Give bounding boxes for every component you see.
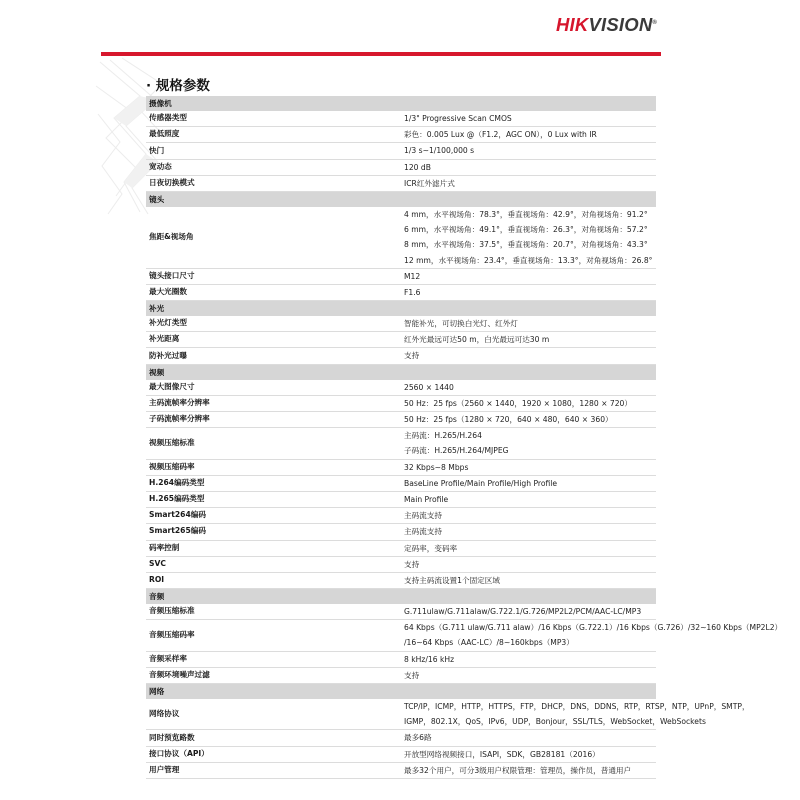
spec-value: [401, 604, 656, 620]
spec-key: 快门: [146, 143, 401, 159]
spec-value-line: G.711ulaw/G.711alaw/G.722.1/G.726/MP2L2/PCM/AAC-LC/MP3: [404, 607, 642, 617]
spec-value-line: 120 dB: [404, 162, 431, 172]
spec-key: 网络协议: [146, 699, 401, 730]
spec-key: 最大图像尺寸: [146, 380, 401, 396]
spec-key: 最大光圈数: [146, 284, 401, 300]
spec-value: [401, 412, 656, 428]
spec-value-line: 智能补光，可切换白光灯、红外灯: [404, 319, 518, 329]
spec-row: [146, 332, 656, 348]
spec-key: SVC: [146, 556, 401, 572]
spec-value-line: BaseLine Profile/Main Profile/High Profile: [404, 478, 558, 488]
spec-value-line: F1.6: [404, 287, 421, 297]
spec-row: [146, 143, 656, 159]
spec-value: [401, 540, 656, 556]
hikvision-logo: [556, 14, 657, 36]
spec-value: [401, 459, 656, 475]
spec-key: 音频压缩标准: [146, 604, 401, 620]
spec-row: [146, 127, 656, 143]
spec-value-line: 最多6路: [404, 733, 432, 743]
spec-value-line: 6 mm，水平视场角：49.1°，垂直视场角：26.3°，对角视场角：57.2°: [404, 225, 648, 235]
spec-value-line: 2560 × 1440: [404, 382, 454, 392]
spec-key: 补光距离: [146, 332, 401, 348]
spec-value: [401, 395, 656, 411]
category-row: [146, 684, 656, 700]
spec-row: [146, 620, 656, 651]
spec-row: [146, 284, 656, 300]
spec-value: [401, 651, 656, 667]
category-row: [146, 364, 656, 380]
spec-key: H.265编码类型: [146, 491, 401, 507]
spec-value-line: 支持主码流设置1个固定区域: [404, 575, 500, 585]
logo-red-text: HIK: [556, 14, 589, 35]
spec-value: [401, 746, 656, 762]
spec-key: 宽动态: [146, 159, 401, 175]
spec-value: [401, 475, 656, 491]
spec-value: [401, 316, 656, 332]
spec-key: 同时预览路数: [146, 730, 401, 746]
spec-row: [146, 111, 656, 127]
spec-row: [146, 412, 656, 428]
spec-value-line: 32 Kbps~8 Mbps: [404, 462, 469, 472]
spec-value-line: 50 Hz：25 fps（1280 × 720，640 × 480，640 × 360）: [404, 415, 613, 424]
spec-row: [146, 730, 656, 746]
spec-value-line: 1/3" Progressive Scan CMOS: [404, 114, 512, 123]
spec-value-line: 子码流：H.265/H.264/MJPEG: [404, 446, 509, 456]
spec-table: [146, 96, 783, 779]
spec-row: [146, 604, 656, 620]
spec-row: [146, 428, 656, 459]
category-label: 镜头: [146, 191, 656, 207]
spec-value-line: 主码流支持: [404, 511, 442, 521]
spec-key: ROI: [146, 572, 401, 588]
spec-key: 用户管理: [146, 762, 401, 778]
spec-value: [401, 572, 656, 588]
spec-key: 焦距&视场角: [146, 207, 401, 268]
spec-key: 镜头接口尺寸: [146, 268, 401, 284]
spec-value-line: 支持: [404, 559, 420, 569]
spec-row: [146, 316, 656, 332]
spec-row: [146, 699, 656, 730]
spec-value-line: 红外光最远可达50 m，白光最远可达30 m: [404, 335, 550, 345]
spec-row: [146, 395, 656, 411]
spec-key: 日夜切换模式: [146, 175, 401, 191]
spec-value-line: /16~64 Kbps（AAC-LC）/8~160kbps（MP3）: [404, 638, 574, 648]
category-row: [146, 96, 656, 111]
spec-value: [401, 730, 656, 746]
spec-key: 码率控制: [146, 540, 401, 556]
spec-value-line: Main Profile: [404, 494, 449, 504]
spec-key: 传感器类型: [146, 111, 401, 127]
spec-row: [146, 762, 656, 778]
logo-grey-text: VISION: [588, 14, 653, 35]
category-label: 补光: [146, 301, 656, 317]
spec-value-line: 开放型网络视频接口，ISAPI，SDK，GB28181（2016）: [404, 749, 600, 759]
spec-value-line: 支持: [404, 351, 420, 361]
spec-key: 视频压缩码率: [146, 459, 401, 475]
spec-value-line: 主码流：H.265/H.264: [404, 431, 482, 441]
spec-row: [146, 508, 656, 524]
spec-value-line: M12: [404, 271, 421, 281]
spec-value: [401, 556, 656, 572]
spec-row: [146, 175, 656, 191]
spec-value-line: 主码流支持: [404, 527, 442, 537]
spec-value: [401, 175, 656, 191]
spec-value-line: TCP/IP，ICMP，HTTP，HTTPS，FTP，DHCP，DNS，DDNS，RTP，RTSP，NTP，UPnP，SMTP，: [404, 702, 750, 711]
spec-key: 视频压缩标准: [146, 428, 401, 459]
spec-row: [146, 651, 656, 667]
spec-value: [401, 508, 656, 524]
spec-value: [401, 143, 656, 159]
spec-key: Smart265编码: [146, 524, 401, 540]
spec-row: [146, 268, 656, 284]
spec-value-line: IGMP，802.1X，QoS，IPv6，UDP，Bonjour，SSL/TLS，WebSocket，WebSockets: [404, 717, 706, 727]
spec-key: H.264编码类型: [146, 475, 401, 491]
spec-key: Smart264编码: [146, 508, 401, 524]
spec-key: 接口协议（API）: [146, 746, 401, 762]
spec-value: [401, 111, 656, 127]
spec-value: [401, 524, 656, 540]
spec-value: [401, 268, 656, 284]
spec-value: [401, 207, 656, 268]
category-label: 音频: [146, 589, 656, 605]
spec-value: [401, 380, 656, 396]
category-row: [146, 589, 656, 605]
spec-value-line: 64 Kbps（G.711 ulaw/G.711 alaw）/16 Kbps（G.722.1）/16 Kbps（G.726）/32~160 Kbps（MP2L2）: [404, 623, 783, 633]
spec-row: [146, 556, 656, 572]
spec-row: [146, 746, 656, 762]
spec-row: [146, 159, 656, 175]
spec-value-line: 8 kHz/16 kHz: [404, 654, 455, 664]
spec-row: [146, 475, 656, 491]
spec-row: [146, 459, 656, 475]
spec-key: 防补光过曝: [146, 348, 401, 364]
header-accent-bar: [101, 52, 661, 56]
section-title: · 规格参数: [146, 78, 210, 94]
spec-key: 补光灯类型: [146, 316, 401, 332]
category-label: 摄像机: [146, 96, 656, 111]
spec-key: 音频压缩码率: [146, 620, 401, 651]
spec-value-line: 最多32个用户，可分3级用户权限管理：管理员，操作员，普通用户: [404, 765, 632, 775]
spec-value-line: 彩色：0.005 Lux @（F1.2，AGC ON），0 Lux with IR: [404, 130, 597, 140]
spec-value-line: 4 mm，水平视场角：78.3°，垂直视场角：42.9°，对角视场角：91.2°: [404, 209, 648, 219]
spec-value: [401, 762, 656, 778]
spec-key: 音频采样率: [146, 651, 401, 667]
category-row: [146, 191, 656, 207]
spec-value: [401, 428, 656, 459]
spec-value-line: 8 mm，水平视场角：37.5°，垂直视场角：20.7°，对角视场角：43.3°: [404, 240, 648, 250]
spec-key: 音频环境噪声过滤: [146, 667, 401, 683]
spec-key: 最低照度: [146, 127, 401, 143]
spec-row: [146, 540, 656, 556]
spec-row: [146, 207, 656, 268]
spec-row: [146, 380, 656, 396]
spec-value-line: 50 Hz：25 fps（2560 × 1440，1920 × 1080，1280 × 720）: [404, 398, 632, 408]
spec-value-line: 支持: [404, 670, 420, 680]
spec-value-line: 12 mm，水平视场角：23.4°，垂直视场角：13.3°，对角视场角：26.8°: [404, 255, 653, 265]
spec-value: [401, 620, 783, 651]
spec-value: [401, 491, 656, 507]
spec-key: 子码流帧率分辨率: [146, 412, 401, 428]
spec-value: [401, 667, 656, 683]
spec-value: [401, 332, 656, 348]
spec-row: [146, 667, 656, 683]
spec-value-line: 定码率，变码率: [404, 543, 458, 553]
spec-value: [401, 159, 656, 175]
category-label: 网络: [146, 684, 656, 700]
spec-row: [146, 491, 656, 507]
spec-row: [146, 348, 656, 364]
spec-value: [401, 699, 750, 730]
logo-registered-mark: ®: [652, 19, 658, 26]
spec-value: [401, 348, 656, 364]
spec-value: [401, 127, 656, 143]
category-label: 视频: [146, 364, 656, 380]
spec-value-line: ICR红外滤片式: [404, 178, 455, 188]
category-row: [146, 301, 656, 317]
spec-value-line: 1/3 s~1/100,000 s: [404, 146, 475, 156]
spec-value: [401, 284, 656, 300]
spec-row: [146, 524, 656, 540]
spec-row: [146, 572, 656, 588]
spec-key: 主码流帧率分辨率: [146, 395, 401, 411]
